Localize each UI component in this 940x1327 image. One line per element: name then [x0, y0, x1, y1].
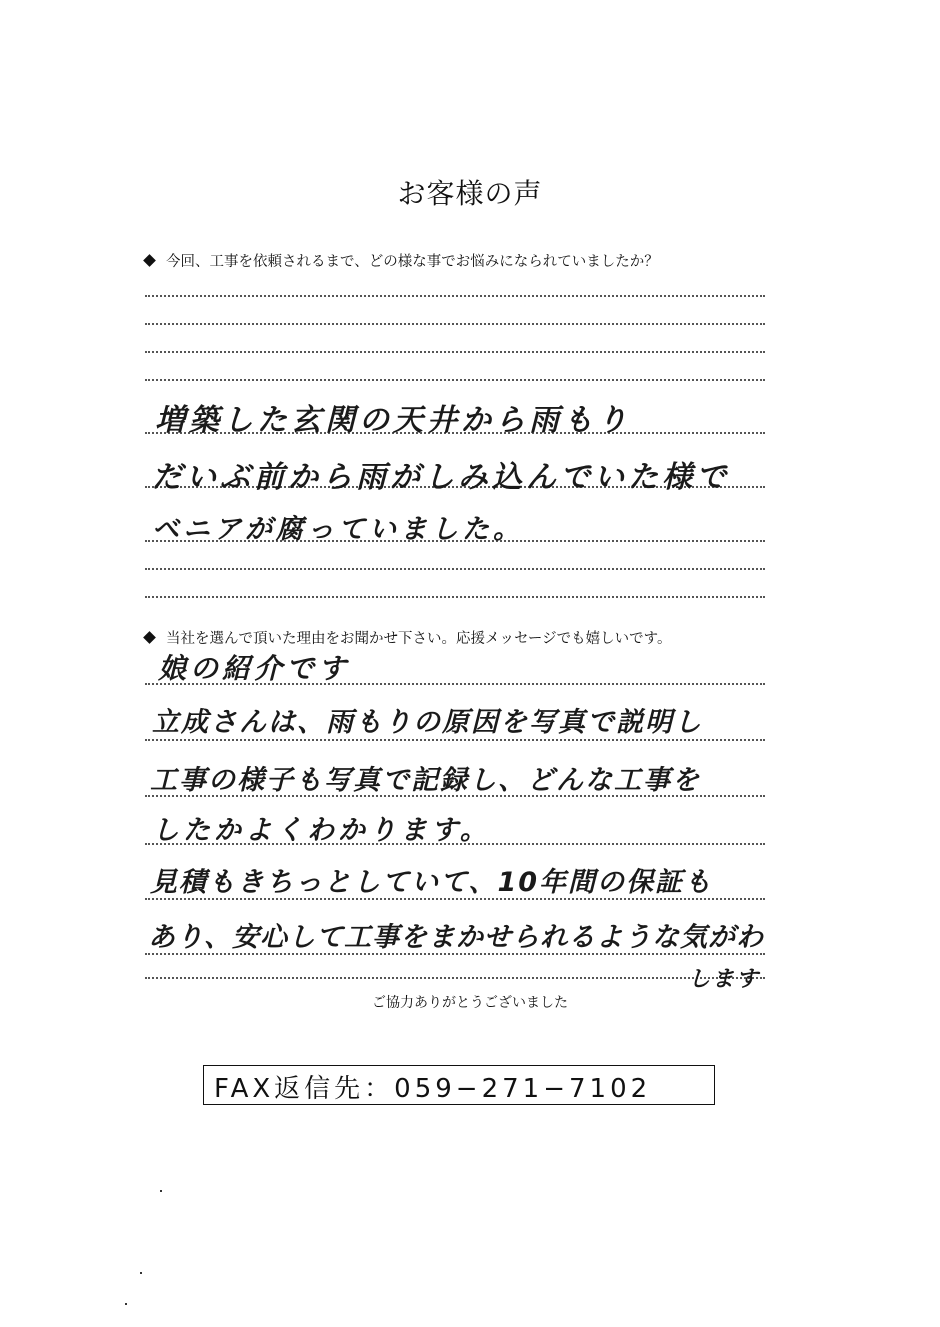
answer-2-line-5: 見積もきちっとしていて、10年間の保証も: [150, 867, 714, 898]
answer-2-line-1: 娘の紹介です: [158, 652, 351, 685]
answer-1-line-3: ベニアが腐っていました。: [152, 514, 524, 545]
answer-1-line-1: 増築した玄関の天井から雨もり: [155, 403, 631, 438]
answer-1-line-2: だいぶ前から雨がしみ込んでいた様で: [152, 460, 730, 495]
question-1-text: 今回、工事を依頼されるまで、どの様な事でお悩みになられていましたか？: [166, 254, 659, 270]
answer-2-line-6: あり、安心して工事をまかせられるような気がわ: [148, 922, 764, 953]
answer-2-line-7: します: [688, 967, 761, 992]
question-2-text: 当社を選んで頂いた理由をお聞かせ下さい。応援メッセージでも嬉しいです。: [166, 631, 672, 647]
question-1: [145, 250, 659, 271]
form-title: お客様の声: [397, 177, 543, 210]
answer-2-line-4: したかよくわかります。: [152, 815, 491, 846]
answer-line: [145, 977, 765, 979]
scan-speck: [140, 1272, 142, 1274]
answer-line: [145, 568, 765, 570]
answer-2-line-2: 立成さんは、雨もりの原因を写真で説明し: [152, 707, 703, 738]
answer-line: [145, 351, 765, 353]
diamond-bullet-icon: [143, 631, 156, 644]
answer-2-line-3: 工事の様子も写真で記録し、どんな工事を: [150, 765, 701, 796]
fax-number: FAX返信先：059−271−7102: [214, 1074, 652, 1104]
answer-line: [145, 379, 765, 381]
answer-line: [145, 739, 765, 741]
answer-line: [145, 295, 765, 297]
question-2: [145, 627, 671, 648]
diamond-bullet-icon: [143, 254, 156, 267]
scan-speck: [160, 1190, 162, 1192]
scan-speck: [125, 1303, 127, 1305]
answer-line: [145, 596, 765, 598]
thanks-message: ご協力ありがとうございました: [372, 995, 568, 1011]
fax-box: [203, 1065, 715, 1105]
answer-line: [145, 323, 765, 325]
